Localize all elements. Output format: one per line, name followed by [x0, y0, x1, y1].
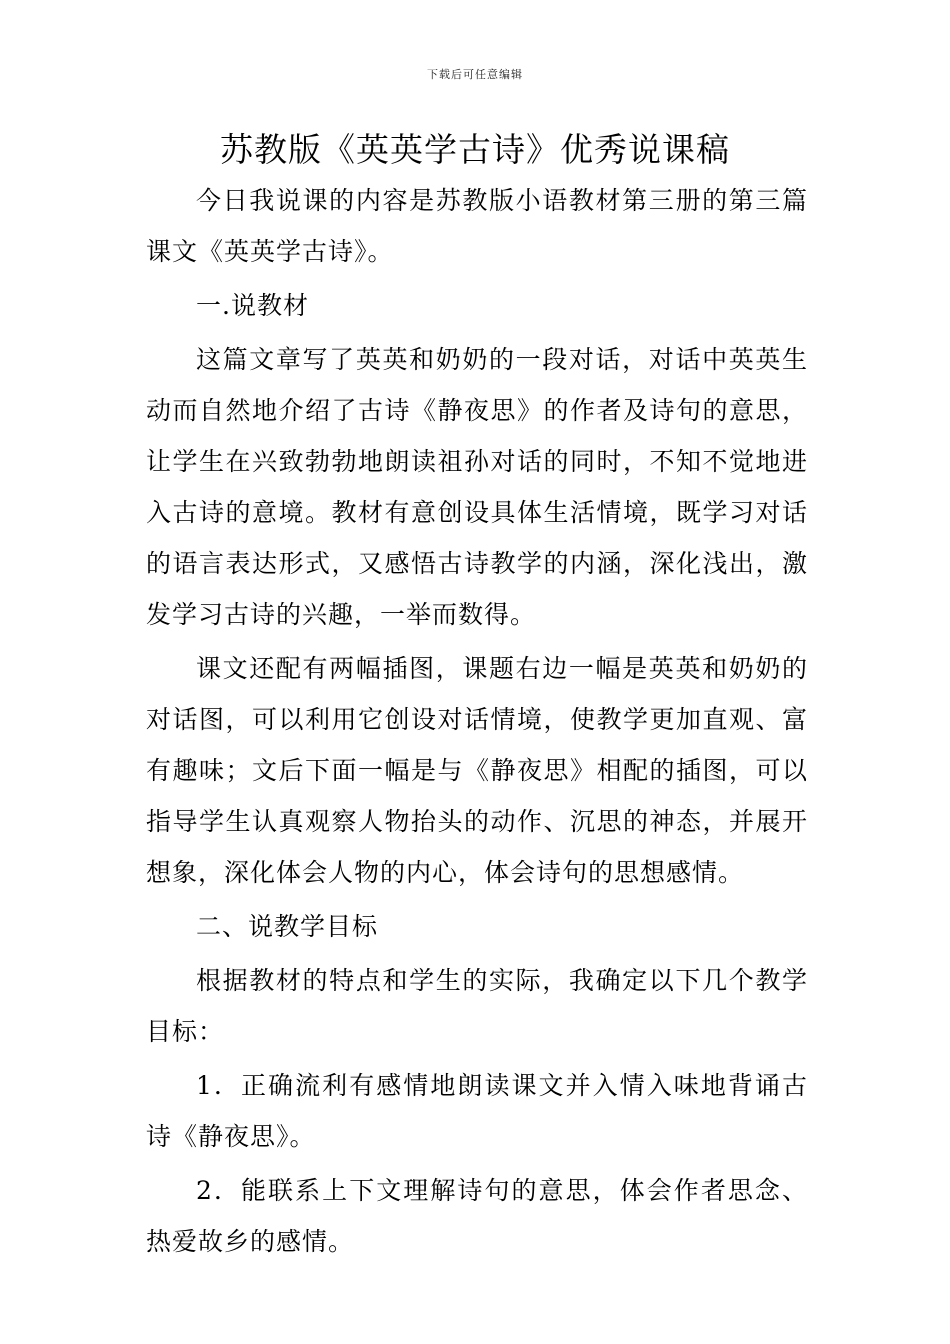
paragraph-illustrations: 课文还配有两幅插图，课题右边一幅是英英和奶奶的对话图，可以利用它创设对话情境，使教学更加直观、富有趣味；文后下面一幅是与《静夜思》相配的插图，可以指导学生认真观察人物抬头的动作、沉思的神态，并展开想象，深化体会人物的内心，体会诗句的思想感情。	[146, 654, 808, 887]
paragraph-intro: 今日我说课的内容是苏教版小语教材第三册的第三篇课文《英英学古诗》。	[146, 186, 808, 266]
paragraph-goals-intro: 根据教材的特点和学生的实际，我确定以下几个教学目标：	[146, 966, 808, 1046]
document-body	[146, 175, 808, 1270]
header-note: 下载后可任意编辑	[427, 68, 523, 81]
paragraph-textbook-content: 这篇文章写了英英和奶奶的一段对话，对话中英英生动而自然地介绍了古诗《静夜思》的作者及诗句的意思，让学生在兴致勃勃地朗读祖孙对话的同时，不知不觉地进入古诗的意境。教材有意创设具体生活情境，既学习对话的语言表达形式，又感悟古诗教学的内涵，深化浅出，激发学习古诗的兴趣，一举而数得。	[146, 345, 808, 629]
goal-item-1: 1．正确流利有感情地朗读课文并入情入味地背诵古诗《静夜思》。	[146, 1071, 808, 1151]
section-heading-goals: 二、说教学目标	[196, 912, 379, 941]
goal-item-2: 2．能联系上下文理解诗句的意思，体会作者思念、热爱故乡的感情。	[146, 1176, 808, 1256]
document-title: 苏教版《英英学古诗》优秀说课稿	[220, 130, 730, 169]
section-heading-textbook: 一.说教材	[196, 291, 309, 320]
